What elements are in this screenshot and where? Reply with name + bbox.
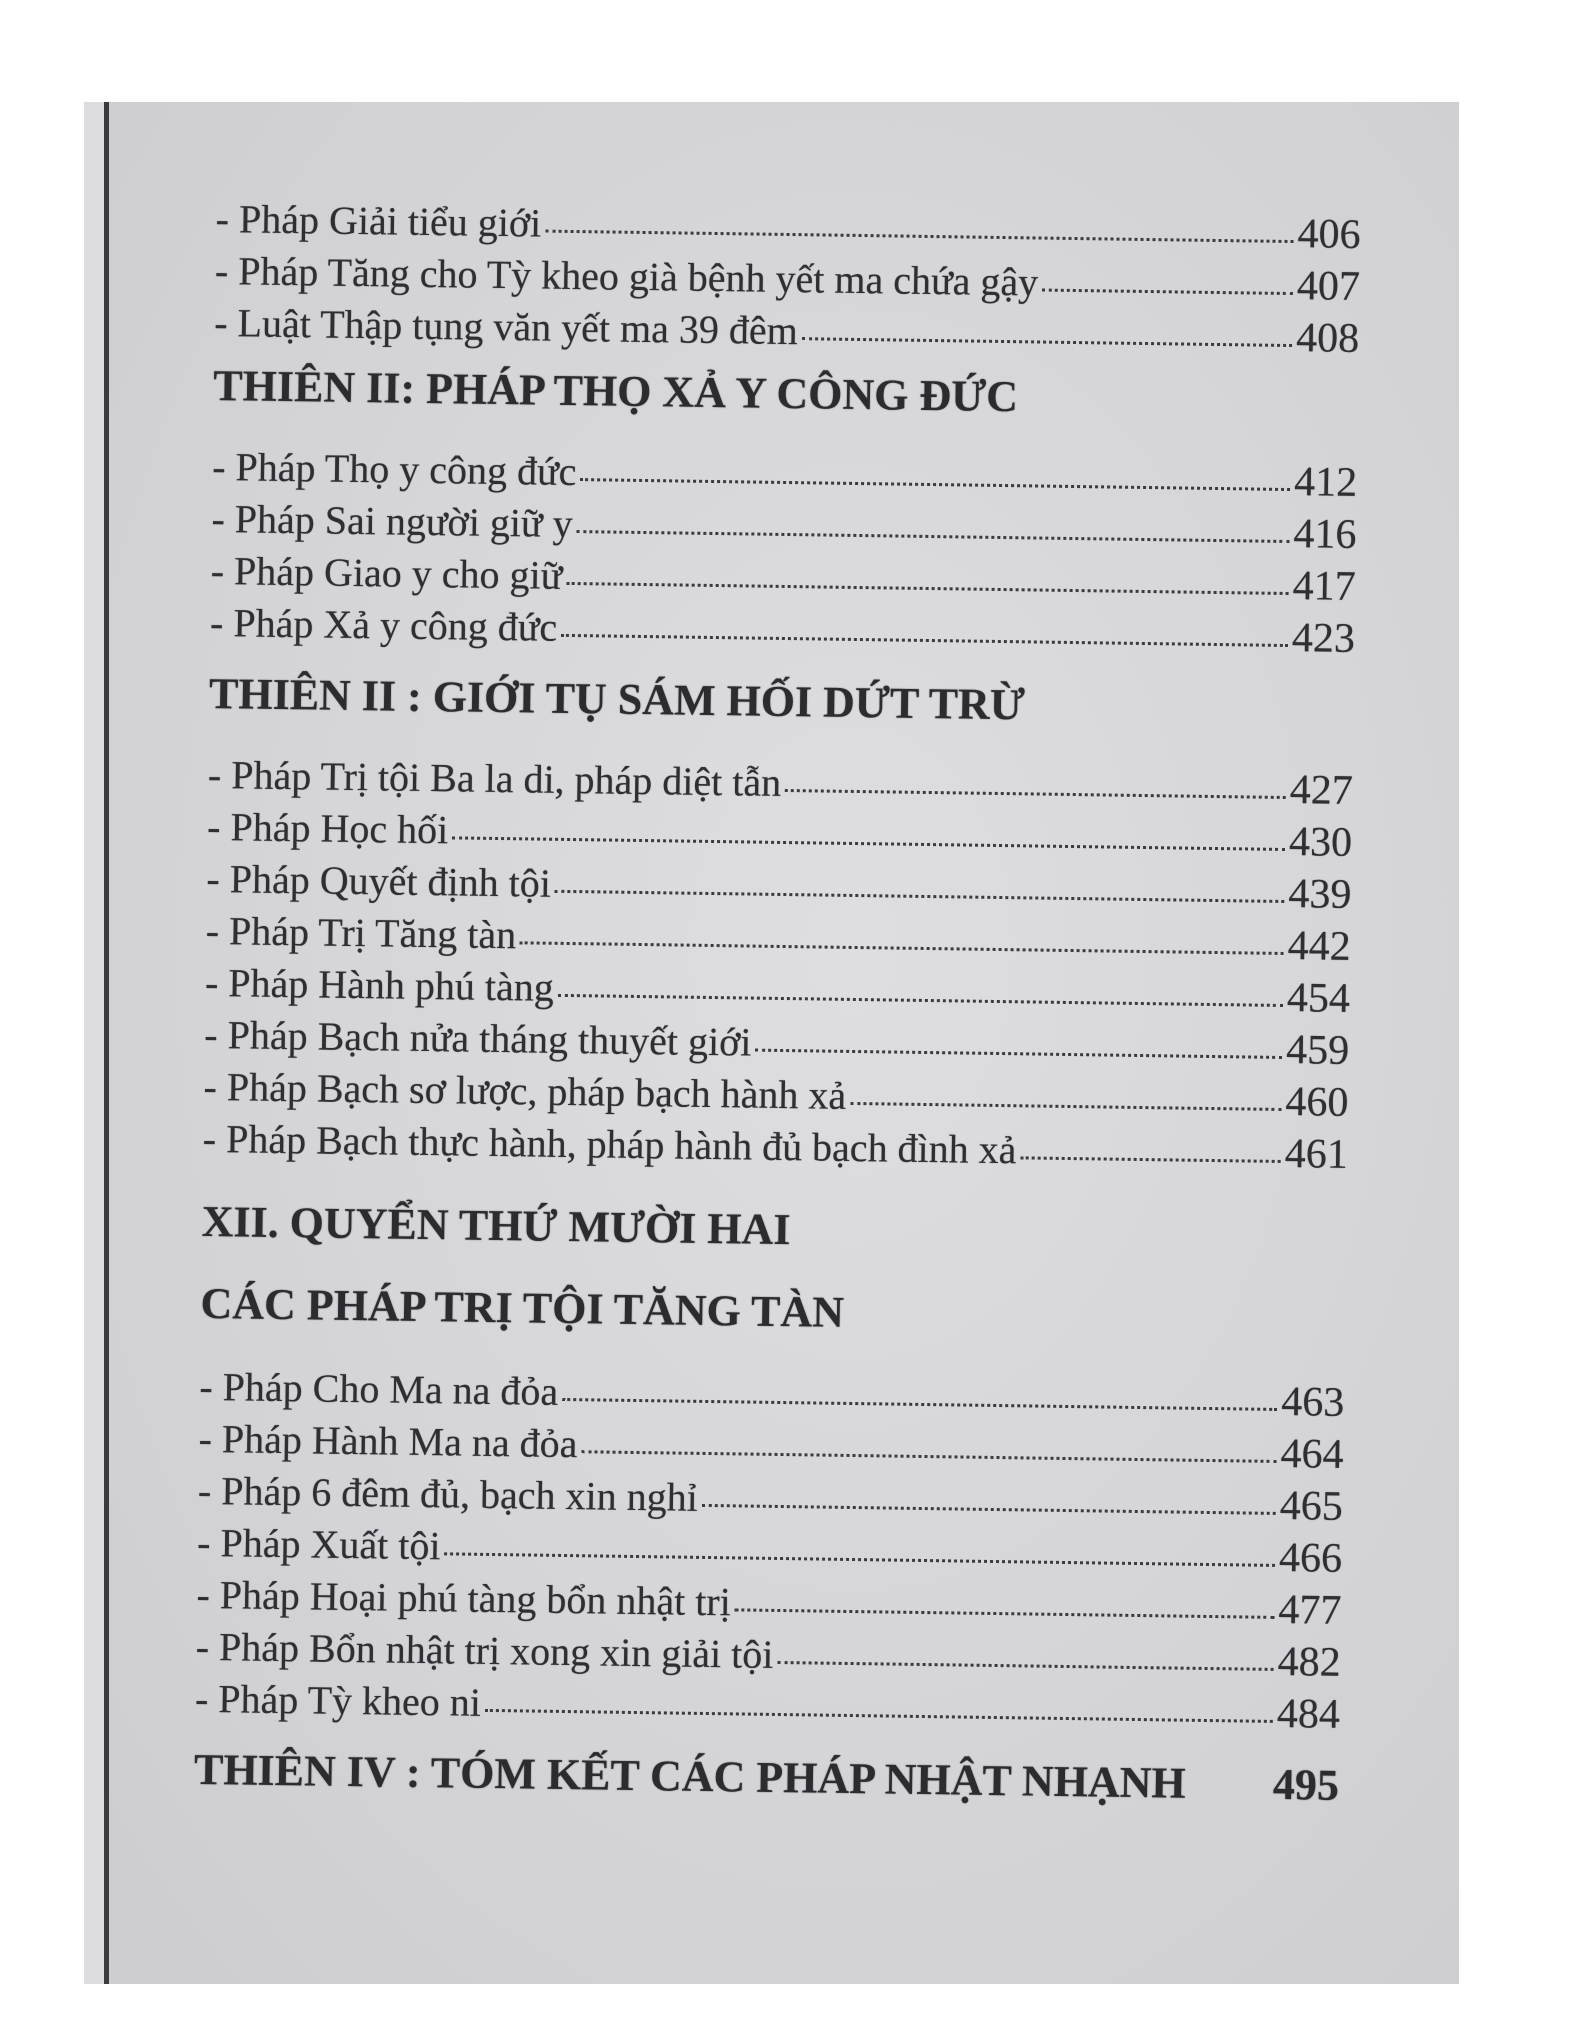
toc-entry-page: 439	[1288, 871, 1352, 918]
toc-entry-page: 465	[1279, 1482, 1344, 1530]
toc-group-1	[214, 198, 1361, 370]
dot-leader	[555, 890, 1285, 903]
toc-entry-title: - Pháp Hành Ma na đỏa	[198, 1415, 578, 1467]
section-heading-final-title: THIÊN IV : TÓM KẾT CÁC PHÁP NHẬT NHẠNH	[193, 1744, 1187, 1808]
previous-page-edge	[84, 102, 104, 1984]
toc-entry-title: - Pháp Tăng cho Tỳ kheo già bệnh yết ma chứa gậy	[214, 247, 1039, 305]
dot-leader	[444, 1552, 1275, 1567]
dot-leader	[777, 1661, 1273, 1671]
toc-entry-title: - Pháp Bổn nhật trị xong xin giải tội	[195, 1623, 774, 1677]
book-page-photo	[84, 102, 1459, 1984]
toc-entry-title: - Pháp Trị tội Ba la di, pháp diệt tẫn	[207, 751, 782, 805]
toc-entry-page: 407	[1296, 263, 1361, 310]
dot-leader	[577, 530, 1290, 543]
dot-leader	[1020, 1156, 1280, 1163]
toc-group-2	[209, 443, 1358, 670]
dot-leader	[850, 1102, 1281, 1111]
dot-leader	[566, 582, 1288, 595]
toc-entry-title: - Pháp Thọ y công đức	[211, 443, 577, 495]
toc-entry-title: - Pháp 6 đêm đủ, bạch xin nghỉ	[197, 1467, 699, 1520]
toc-entry-page: 423	[1291, 615, 1356, 662]
toc-entry-title: - Pháp Bạch sơ lược, pháp bạch hành xả	[203, 1063, 847, 1118]
toc-entry-page: 406	[1297, 211, 1361, 258]
section-heading-1: THIÊN II: PHÁP THỌ XẢ Y CÔNG ĐỨC	[213, 360, 1019, 422]
dot-leader	[561, 634, 1288, 647]
toc-entry-page: 466	[1278, 1534, 1343, 1582]
section-heading-final	[193, 1744, 1340, 1810]
toc-entry-page: 430	[1288, 819, 1353, 866]
dot-leader	[485, 1709, 1273, 1723]
dot-leader	[755, 1049, 1282, 1059]
toc-entry-page: 454	[1286, 975, 1351, 1022]
dot-leader	[580, 478, 1290, 491]
toc-entry-title: - Pháp Hành phú tàng	[204, 959, 555, 1010]
toc-entry-title: - Pháp Bạch nửa tháng thuyết giới	[204, 1011, 752, 1065]
toc-entry-page: 459	[1285, 1027, 1350, 1074]
section-heading-2: THIÊN II : GIỚI TỤ SÁM HỐI DỨT TRỪ	[208, 668, 1026, 730]
section-heading-final-page: 495	[1272, 1759, 1340, 1810]
toc-group-4	[194, 1363, 1345, 1746]
toc-entry-title: - Pháp Giao y cho giữ	[210, 547, 563, 598]
toc-entry-title: - Pháp Xả y công đức	[209, 599, 558, 650]
toc-entry-page: 417	[1292, 563, 1357, 610]
dot-leader	[562, 1398, 1277, 1411]
toc-entry-page: 464	[1280, 1430, 1344, 1478]
dot-leader	[452, 836, 1285, 851]
dot-leader	[581, 1450, 1276, 1463]
table-of-contents	[194, 198, 1361, 1808]
dot-leader	[785, 789, 1286, 799]
chapter-heading: XII. QUYỂN THỨ MƯỜI HAI	[201, 1196, 791, 1255]
toc-entry-title: - Pháp Giải tiểu giới	[215, 196, 542, 246]
toc-entry-page: 484	[1276, 1690, 1341, 1738]
toc-entry-page: 408	[1295, 315, 1360, 362]
toc-entry-page: 482	[1277, 1638, 1341, 1686]
toc-entry-title: - Pháp Tỳ kheo ni	[194, 1675, 482, 1725]
chapter-subheading: CÁC PHÁP TRỊ TỘI TĂNG TÀN	[200, 1278, 845, 1337]
page	[109, 102, 1459, 1984]
dot-leader	[558, 994, 1283, 1007]
toc-group-3	[202, 751, 1354, 1186]
toc-entry-page: 477	[1278, 1586, 1342, 1634]
toc-entry-page: 442	[1287, 923, 1351, 970]
dot-leader	[1042, 289, 1293, 295]
toc-entry-page: 461	[1284, 1131, 1349, 1178]
toc-entry-page: 427	[1289, 767, 1354, 814]
toc-entry-title: - Pháp Học hối	[206, 803, 449, 853]
toc-entry-page: 460	[1285, 1079, 1349, 1126]
dot-leader	[545, 230, 1293, 243]
toc-entry-title: - Pháp Hoại phú tàng bổn nhật trị	[196, 1571, 732, 1625]
toc-entry-title: - Pháp Bạch thực hành, pháp hành đủ bạch đình xả	[202, 1115, 1017, 1173]
dot-leader	[735, 1608, 1275, 1619]
toc-entry-title: - Pháp Trị Tăng tàn	[205, 907, 517, 958]
toc-entry-title: - Pháp Xuất tội	[196, 1519, 441, 1569]
dot-leader	[520, 941, 1284, 955]
toc-entry-page: 412	[1293, 459, 1358, 506]
toc-entry-title: - Pháp Cho Ma na đỏa	[199, 1363, 559, 1414]
toc-entry-title: - Pháp Sai người giữ y	[211, 495, 573, 547]
toc-entry-page: 416	[1293, 511, 1357, 558]
toc-entry-page: 463	[1280, 1378, 1345, 1426]
toc-entry-title: - Pháp Quyết định tội	[206, 855, 552, 906]
toc-entry-title: - Luật Thập tụng văn yết ma 39 đêm	[213, 299, 799, 354]
dot-leader	[802, 337, 1292, 347]
dot-leader	[702, 1504, 1276, 1515]
